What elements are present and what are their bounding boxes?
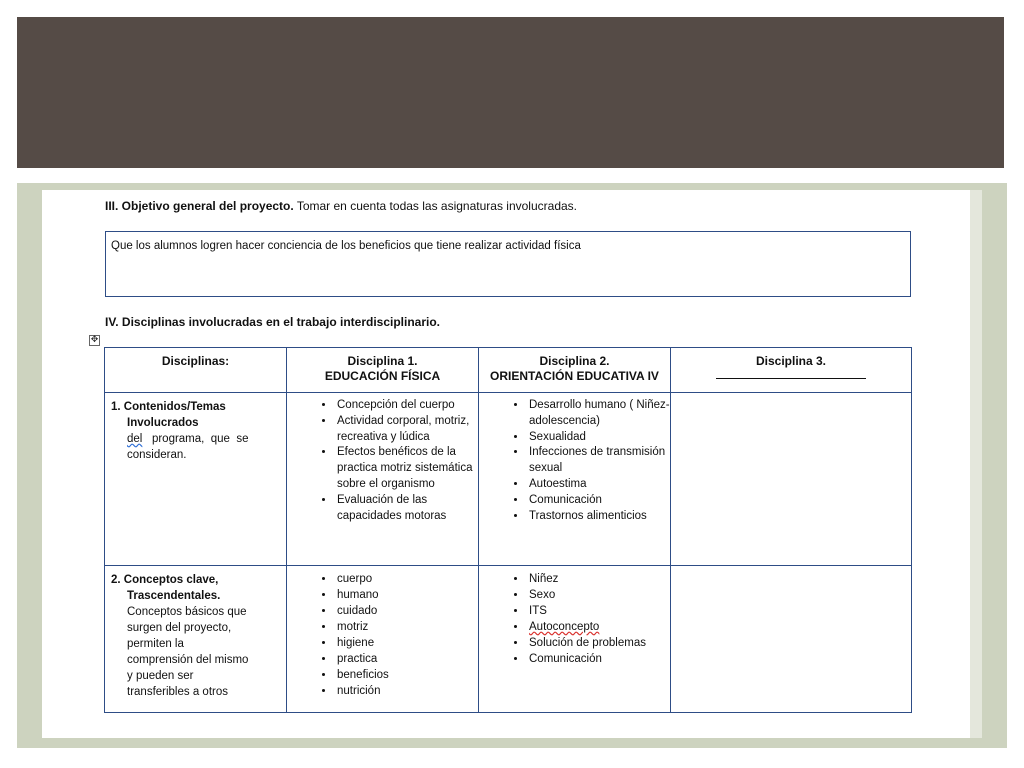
header-disciplina-3-title: Disciplina 3. (755, 354, 827, 368)
header-disciplinas-label: Disciplinas: (161, 354, 230, 368)
table-row-contenidos (105, 393, 912, 566)
list-item: • ITS (527, 603, 670, 619)
list-item: • cuerpo (335, 571, 478, 587)
list-item: • Comunicación (527, 651, 670, 667)
row1-label-del: del (127, 433, 143, 445)
row1-label-title: 1. Contenidos/Temas (111, 401, 226, 413)
row1-disciplina-1 (287, 393, 479, 566)
header-disciplinas (105, 348, 287, 393)
section-iii-title: III. Objetivo general del proyecto. (105, 199, 294, 213)
row2-disciplina-1-list (287, 571, 478, 699)
table-row-conceptos (105, 566, 912, 713)
list-item (527, 619, 670, 635)
disciplines-table (104, 347, 912, 713)
objective-text: Que los alumnos logren hacer conciencia de los beneficios que tiene realizar actividad física (111, 240, 581, 252)
list-item: • Evaluación de las capacidades motoras (335, 493, 478, 525)
header-disciplina-2-name: ORIENTACIÓN EDUCATIVA IV (490, 369, 659, 383)
row2-label-desc: Conceptos básicos que (127, 606, 247, 618)
list-item: • higiene (335, 635, 478, 651)
list-item: • Niñez (527, 571, 670, 587)
header-disciplina-3-blank (716, 368, 866, 379)
row2-label-desc: transferibles a otros (127, 686, 228, 698)
row1-label-title-2: Involucrados (127, 417, 199, 429)
section-iv-heading (105, 315, 440, 329)
title-banner (17, 17, 1004, 168)
row2-label (105, 566, 287, 713)
table-header-row (105, 348, 912, 393)
row1-disciplina-2-list (479, 398, 670, 524)
header-disciplina-1 (287, 348, 479, 393)
spellcheck-word: Autoconcepto (529, 621, 600, 633)
list-item: • Autoestima (527, 477, 670, 493)
row1-label-desc (111, 431, 280, 447)
objective-box (105, 231, 911, 297)
list-item: • practica (335, 651, 478, 667)
row1-label-rest: programa, que se (142, 433, 249, 445)
list-item: • Trastornos alimenticios (527, 509, 670, 525)
table-move-handle-icon[interactable]: ✥ (90, 335, 99, 345)
list-item: • humano (335, 587, 478, 603)
row1-disciplina-2 (479, 393, 671, 566)
row2-disciplina-2 (479, 566, 671, 713)
header-disciplina-1-title: Disciplina 1. (347, 354, 418, 368)
row1-disciplina-1-list (287, 398, 478, 524)
row2-label-desc: permiten la (127, 638, 184, 650)
header-disciplina-1-name: EDUCACIÓN FÍSICA (324, 369, 441, 383)
row2-label-title: 2. Conceptos clave, (111, 574, 219, 586)
page-shadow (970, 190, 982, 738)
row1-label (105, 393, 287, 566)
list-item: • motriz (335, 619, 478, 635)
list-item: • Sexo (527, 587, 670, 603)
list-item: • Solución de problemas (527, 635, 670, 651)
section-iv-title: IV. Disciplinas involucradas en el trabajo interdisciplinario. (105, 315, 440, 329)
header-disciplina-2-title: Disciplina 2. (539, 354, 610, 368)
list-item: • Concepción del cuerpo (335, 398, 478, 414)
list-item: • nutrición (335, 683, 478, 699)
list-item: • Actividad corporal, motriz, recreativa y lúdica (335, 414, 478, 446)
list-item: • Comunicación (527, 493, 670, 509)
row2-label-title-2: Trascendentales. (127, 590, 221, 602)
header-disciplina-3 (671, 348, 912, 393)
row2-disciplina-1 (287, 566, 479, 713)
row2-label-desc: y pueden ser (127, 670, 194, 682)
list-item: • Sexualidad (527, 430, 670, 446)
row1-disciplina-3 (671, 393, 912, 566)
header-disciplina-2 (479, 348, 671, 393)
row2-label-desc: comprensión del mismo (127, 654, 249, 666)
list-item: • cuidado (335, 603, 478, 619)
list-item: • Desarrollo humano ( Niñez- adolescencia) (527, 398, 670, 430)
row2-label-desc: surgen del proyecto, (127, 622, 232, 634)
row2-disciplina-3 (671, 566, 912, 713)
list-item: • Efectos benéficos de la practica motriz sistemática sobre el organismo (335, 445, 478, 492)
section-iii-subtitle: Tomar en cuenta todas las asignaturas involucradas. (293, 199, 577, 213)
list-item: • beneficios (335, 667, 478, 683)
section-iii-heading (105, 199, 577, 213)
row2-disciplina-2-list (479, 571, 670, 667)
list-item: • Infecciones de transmisión sexual (527, 445, 670, 477)
row1-label-desc-2: consideran. (127, 449, 187, 461)
